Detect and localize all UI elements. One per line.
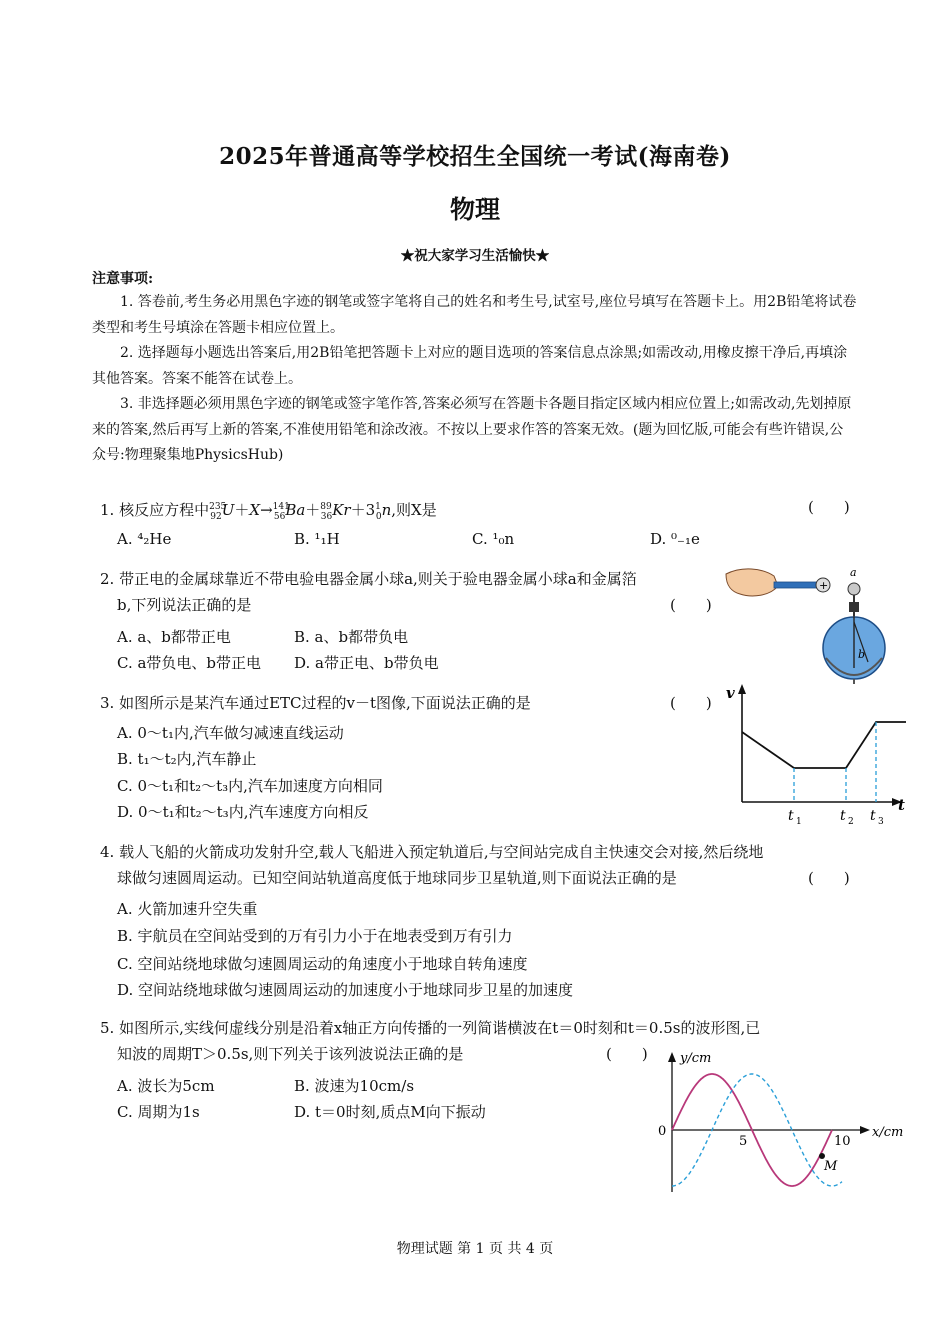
q5-line2: 知波的周期T＞0.5s,则下列关于该列波说法正确的是 [117,1045,464,1063]
notice-item-2: 2. 选择题每小题选出答案后,用2B铅笔把答题卡上对应的题目选项的答案信息点涂黑;如需改动,用橡皮擦干净后,再填涂其他答案。答案不能答在试卷上。 [92,345,848,387]
q1-answer-paren: ( ) [808,498,850,516]
vt-curve [742,722,906,768]
notice-block [92,290,857,469]
charged-rod [774,582,820,588]
q3-option-a: A. 0～t₁内,汽车做匀减速直线运动 [117,724,344,742]
q3-answer-paren: ( ) [670,694,712,712]
hand-icon [726,569,778,596]
label-b: b [858,648,866,661]
q4-option-c: C. 空间站绕地球做匀速圆周运动的角速度小于地球自转角速度 [117,955,528,973]
notice-item-1: 1. 答卷前,考生务必用黑色字迹的钢笔或签字笔将自己的姓名和考生号,试室号,座位号填写在答题卡上。用2B铅笔将试卷类型和考生号填涂在答题卡相应位置上。 [92,294,857,336]
q1-prefix: 1. 核反应方程中 [100,501,210,519]
origin-label: 0 [658,1124,667,1139]
y-axis-label: y/cm [680,1051,712,1066]
q4-answer-paren: ( ) [808,869,850,887]
insulator-plug [849,602,859,612]
t1-label: t [788,808,794,824]
q2-option-c: C. a带负电、b带正电 [117,654,262,672]
q1-option-c: C. ¹₀n [472,530,515,548]
tick-10: 10 [834,1134,851,1149]
q4-option-b: B. 宇航员在空间站受到的万有引力小于在地表受到万有引力 [117,927,513,945]
q5-line1: 5. 如图所示,实线何虚线分别是沿着x轴正方向传播的一列简谐横波在t＝0时刻和t＝0.5s的波形图,已 [100,1019,761,1037]
q4-option-d: D. 空间站绕地球做匀速圆周运动的加速度小于地球同步卫星的加速度 [117,981,574,999]
t2-sub: 2 [848,817,854,827]
q5-option-c: C. 周期为1s [117,1103,200,1121]
q2-option-d: D. a带正电、b带负电 [294,654,439,672]
x-axis-arrow [860,1126,870,1134]
q2-option-b: B. a、b都带负电 [294,628,409,646]
q5-option-d: D. t＝0时刻,质点M向下振动 [294,1103,486,1121]
y-axis-arrow [668,1052,676,1062]
q1-equation: $^{235}_{92}U+X\to^{141}_{56}Ba+^{89}_{36}Kr+3^1_0n$ [209,501,392,522]
q1-option-d: D. ⁰₋₁e [650,530,700,548]
x-axis-label: x/cm [872,1125,904,1140]
q5-option-b: B. 波速为10cm/s [294,1077,415,1095]
notice-item-3: 3. 非选择题必须用黑色字迹的钢笔或签字笔作答,答案必须写在答题卡各题目指定区域内相应位置上;如需改动,先划掉原来的答案,然后再写上新的答案,不准使用铅笔和涂改液。不按以上要求作答的答案无效。(题为回忆版,可能会有些许错误,公众号:物理聚集地PhysicsHub) [92,396,852,463]
t-label: t [898,796,905,814]
notice-heading: 注意事项: [92,271,154,287]
q3-option-c: C. 0～t₁和t₂～t₃内,汽车加速度方向相同 [117,777,383,795]
tick-5: 5 [739,1134,748,1149]
q5-answer-paren: ( ) [606,1045,648,1063]
t1-sub: 1 [796,817,802,827]
point-m-label: M [824,1159,838,1174]
q2-option-a: A. a、b都带正电 [117,628,231,646]
q1-option-a: A. ⁴₂He [117,530,172,548]
q4-line2: 球做匀速圆周运动。已知空间站轨道高度低于地球同步卫星轨道,则下面说法正确的是 [117,869,677,887]
q1-option-b: B. ¹₁H [294,530,340,548]
page-footer: 物理试题 第 1 页 共 4 页 [396,1241,554,1257]
q2-line1: 2. 带正电的金属球靠近不带电验电器金属小球a,则关于验电器金属小球a和金属箔 [100,570,637,588]
q1-suffix: ,则X是 [391,501,437,519]
t2-label: t [840,808,846,824]
q3-option-d: D. 0～t₁和t₂～t₃内,汽车速度方向相反 [117,803,369,821]
q3-stem: 3. 如图所示是某汽车通过ETC过程的v－t图像,下面说法正确的是 [100,694,531,712]
q4-option-a: A. 火箭加速升空失重 [117,900,258,918]
q3-option-b: B. t₁～t₂内,汽车静止 [117,750,257,768]
v-axis-arrow [738,684,746,694]
t3-sub: 3 [878,817,884,827]
vt-graph [724,682,910,830]
t3-label: t [870,808,876,824]
motto: ★祝大家学习生活愉快★ [400,248,550,264]
v-label: v [726,684,735,702]
wave-graph [652,1046,912,1196]
q4-line1: 4. 载人飞船的火箭成功发射升空,载人飞船进入预定轨道后,与空间站完成自主快速交会对接,然后绕地 [100,843,764,861]
exam-title: 2025年普通高等学校招生全国统一考试(海南卷) [219,143,731,170]
q1-stem [100,494,437,530]
q5-option-a: A. 波长为5cm [117,1077,215,1095]
label-a: a [850,566,857,579]
ball-a [848,583,860,595]
q2-line2: b,下列说法正确的是 [117,596,252,614]
plus-sign: + [819,579,829,592]
q2-answer-paren: ( ) [670,596,712,614]
subject-title: 物理 [449,195,500,224]
electroscope-figure [722,560,902,685]
